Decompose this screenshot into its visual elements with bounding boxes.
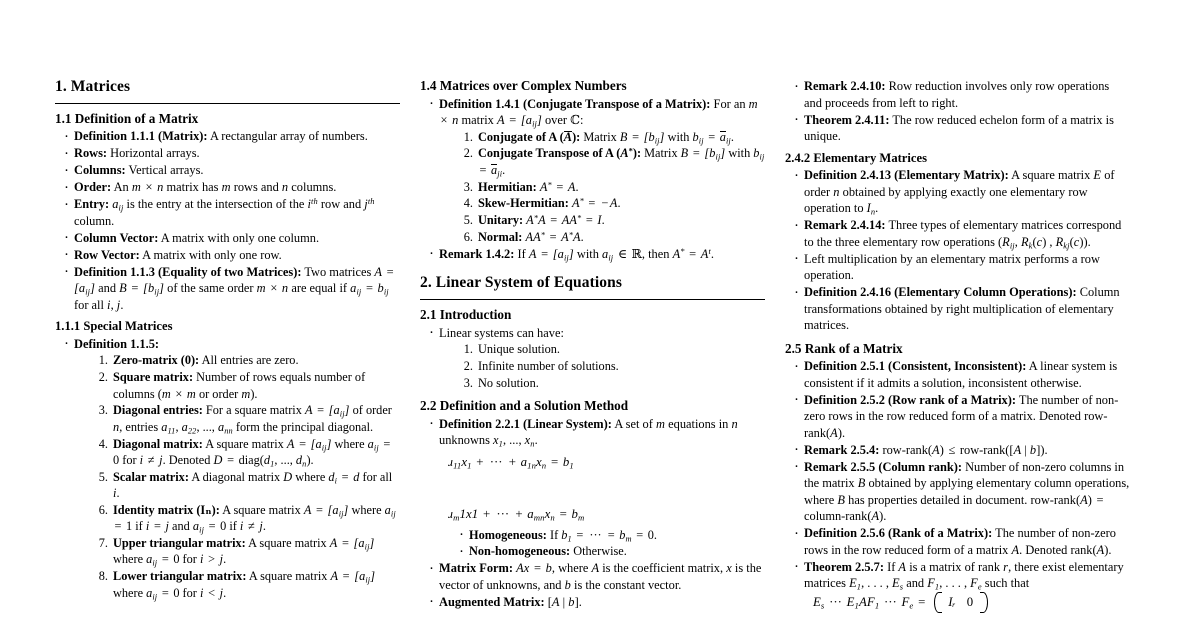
- text-square-matrix: Number of rows equals number of columns (m × m or order m).: [113, 370, 366, 401]
- term-remark-1-4-2: Remark 1.4.2:: [439, 246, 515, 261]
- section-heading-linear-system-label: 2. Linear System of Equations: [420, 274, 622, 292]
- text-theorem-2-5-7: If A is a matrix of rank r, there exist elementary matrices $E_1$, . . . , $E_s$ and $F_1$, . . . , $F_e$ such that: [804, 559, 1124, 592]
- equation-last: ɹ$_m$1x1 + ··· + $a_{mn}x_n = b_m$: [448, 506, 585, 522]
- term-hermitian: Hermitian:: [478, 179, 537, 194]
- text-definition-1-4-1: For an m × n matrix $A = [a_{ij}]$ over ℂ:: [440, 96, 758, 129]
- term-remark-2-5-4: Remark 2.5.4:: [804, 442, 880, 457]
- subsection-1-1-1-heading: 1.1.1 Special Matrices: [55, 319, 173, 334]
- subsection-1-4-heading: 1.4 Matrices over Complex Numbers: [420, 78, 627, 93]
- text-zero-matrix: All entries are zero.: [201, 353, 299, 368]
- list-item: [794, 559, 1130, 612]
- equation-first: $ɹ_{11}x_1$ + ··· + $a_{1n}x_n = b_1$: [448, 454, 574, 470]
- list-item: [794, 167, 1130, 217]
- list-item: [64, 145, 400, 162]
- term-square-matrix: Square matrix:: [113, 370, 194, 385]
- rank-list: [785, 358, 1130, 611]
- term-rows: Rows:: [74, 146, 108, 161]
- term-theorem-2-4-11: Theorem 2.4.11:: [804, 112, 890, 127]
- list-item: [429, 416, 765, 560]
- text-definition-2-4-16: Column transformations obtained by right multiplication of elementary matrices.: [804, 285, 1120, 333]
- text-hermitian: A* = A.: [539, 179, 579, 194]
- intro-lead-text: Linear systems can have:: [439, 325, 564, 340]
- text-non-homogeneous: Otherwise.: [573, 544, 627, 559]
- definition-1-1-5-wrapper: [55, 336, 400, 601]
- conjugate-transpose-list: [439, 129, 765, 246]
- list-item: [459, 543, 765, 559]
- column-3: [785, 78, 1130, 626]
- text-order: An m × n matrix has m rows and n columns.: [113, 180, 337, 195]
- elementary-matrices-list: [785, 167, 1130, 334]
- list-item: [429, 560, 765, 593]
- term-definition-1-4-1: Definition 1.4.1 (Conjugate Transpose of a Matrix):: [439, 96, 711, 111]
- list-item: Unique solution.: [478, 342, 560, 356]
- list-item: [93, 535, 400, 568]
- list-item: [458, 179, 765, 195]
- list-item: [93, 369, 400, 402]
- subsection-2-5-heading: 2.5 Rank of a Matrix: [785, 340, 903, 356]
- text-definition-2-4-13: A square matrix E of order n obtained by applying exactly one elementary row operation to $I_n$.: [804, 168, 1115, 217]
- three-column-layout: [55, 78, 1145, 626]
- list-item: [64, 230, 400, 247]
- text-definition-2-5-6: The number of non-zero rows in the row reduced form of a matrix A. Denoted rank(A).: [804, 526, 1116, 557]
- term-lower-triangular: Lower triangular matrix:: [113, 569, 247, 584]
- term-zero-matrix: Zero-matrix (0):: [113, 353, 200, 368]
- text-remark-2-4-14: Three types of elementary matrices correspond to the three elementary row operations ($R_{ij}$, $R_k(c)$ , $R_{kj}(c)$).: [804, 218, 1122, 251]
- row-reduction-list: [785, 78, 1130, 145]
- term-entry: Entry:: [74, 197, 110, 212]
- text-remark-2-5-5: Number of non-zero columns in the matrix B obtained by applying elementary column operations, where B has properties detailed in document. row-rank(A) = column-rank(A).: [804, 459, 1130, 524]
- term-definition-1-1-1: Definition 1.1.1 (Matrix):: [74, 129, 208, 144]
- term-conjugate-of-a: Conjugate of A (A):: [478, 129, 581, 144]
- list-item: [459, 527, 765, 543]
- term-homogeneous: Homogeneous:: [469, 527, 547, 542]
- term-skew-hermitian: Skew-Hermitian:: [478, 196, 569, 211]
- term-order: Order:: [74, 180, 112, 195]
- list-item: [458, 195, 765, 211]
- list-item: No solution.: [478, 375, 539, 390]
- term-conjugate-transpose-of-a: Conjugate Transpose of A (A*):: [478, 146, 642, 161]
- list-item: [429, 594, 765, 611]
- list-item: Infinite number of solutions.: [478, 358, 619, 373]
- text-scalar-matrix: A diagonal matrix D where $d_i = d$ for all i.: [113, 469, 393, 501]
- matrix-cell: 0: [966, 595, 974, 610]
- text-upper-triangular: A square matrix $A = [a_{ij}]$ where $a_{ij} = 0$ for i > j.: [113, 536, 375, 568]
- list-item: [458, 145, 765, 178]
- list-item: [794, 217, 1130, 250]
- term-columns: Columns:: [74, 163, 126, 178]
- term-definition-2-4-16: Definition 2.4.16 (Elementary Column Operations):: [804, 285, 1077, 300]
- term-definition-2-5-6: Definition 2.5.6 (Rank of a Matrix):: [804, 526, 993, 541]
- text-definition-1-1-3: Two matrices $A = [a_{ij}]$ and $B = [b_{ij}]$ of the same order m × n are equal if $a_{ij} = b_{ij}$ for all i, j.: [74, 264, 394, 312]
- term-remark-2-4-10: Remark 2.4.10:: [804, 79, 886, 93]
- list-item: [93, 352, 400, 368]
- list-item: [93, 568, 400, 601]
- list-item: [64, 179, 400, 196]
- list-item: [429, 96, 765, 246]
- text-augmented-matrix: [A | b].: [547, 594, 582, 609]
- term-theorem-2-5-7: Theorem 2.5.7:: [804, 559, 884, 574]
- theorem-2-5-7-equation: $E_s$ ··· $E_1AF_1$ ··· $F_e$ = Iᵣ 0: [813, 594, 1130, 612]
- term-definition-2-5-2: Definition 2.5.2 (Row rank of a Matrix):: [804, 392, 1016, 407]
- text-remark-1-4-2: If $A = [a_{ij}]$ with $a_{ij}$ ∈ ℝ, then $A^* = A^t$.: [517, 245, 714, 263]
- term-row-vector: Row Vector:: [74, 247, 140, 262]
- list-item: [64, 264, 400, 314]
- list-item: [794, 112, 1130, 145]
- term-diagonal-entries: Diagonal entries:: [113, 403, 203, 418]
- list-item: [794, 358, 1130, 391]
- term-normal: Normal:: [478, 230, 523, 245]
- list-item: [794, 284, 1130, 334]
- list-item: [64, 196, 400, 229]
- equation-vertical-dots-gap: [439, 471, 765, 501]
- term-augmented-matrix: Augmented Matrix:: [439, 594, 545, 609]
- text-rows: Horizontal arrays.: [110, 146, 200, 161]
- term-remark-2-5-5: Remark 2.5.5 (Column rank):: [804, 459, 962, 474]
- text-homogeneous: If $b_1$ = ··· = $b_m = 0$.: [549, 527, 657, 543]
- term-remark-2-4-14: Remark 2.4.14:: [804, 218, 886, 233]
- term-definition-2-5-1: Definition 2.5.1 (Consistent, Inconsistent):: [804, 359, 1027, 374]
- text-normal: AA* = A*A.: [525, 230, 584, 245]
- text-conjugate-of-a: Matrix $B = [b_{ij}]$ with $b_{ij} = a_{ij}$.: [583, 129, 734, 145]
- subsection-2-2-heading: 2.2 Definition and a Solution Method: [420, 398, 629, 414]
- matrix-cell: Iᵣ: [948, 595, 956, 610]
- term-definition-2-2-1: Definition 2.2.1 (Linear System):: [439, 416, 612, 431]
- text-identity-matrix: A square matrix $A = [a_{ij}]$ where $a_{ij} = 1$ if i = j and $a_{ij} = 0$ if i ≠ j.: [114, 502, 396, 535]
- list-item: [458, 229, 765, 245]
- term-non-homogeneous: Non-homogeneous:: [469, 544, 571, 559]
- section-heading-matrices: [55, 78, 400, 104]
- list-item: [93, 436, 400, 469]
- list-item: [93, 469, 400, 502]
- text-skew-hermitian: A* = − A.: [571, 196, 621, 211]
- subsection-2-1-heading: 2.1 Introduction: [420, 307, 512, 322]
- text-matrix-form: Ax = b, where A is the coefficient matrix, x is the vector of unknowns, and b is the constant vector.: [439, 561, 762, 592]
- text-unitary: A*A = AA* = I.: [526, 213, 605, 228]
- list-item: [794, 392, 1130, 442]
- text-left-multiplication: Left multiplication by an elementary matrix performs a row operation.: [804, 251, 1100, 283]
- section-heading-linear-system: [420, 274, 765, 300]
- intro-list: [420, 325, 765, 392]
- list-item: [93, 402, 400, 435]
- term-identity-matrix: Identity matrix (Iₙ):: [113, 502, 220, 517]
- list-item: [93, 502, 400, 535]
- term-matrix-form: Matrix Form:: [439, 561, 513, 576]
- subsection-2-4-2-heading: 2.4.2 Elementary Matrices: [785, 150, 927, 165]
- text-columns: Vertical arrays.: [128, 163, 204, 178]
- text-definition-2-2-1: A set of m equations in n unknowns $x_1$, ..., $x_n$.: [439, 416, 738, 449]
- block-matrix: [934, 594, 988, 611]
- text-row-vector: A matrix with only one row.: [142, 247, 282, 262]
- list-item: [794, 78, 1130, 111]
- list-item: [64, 128, 400, 145]
- term-scalar-matrix: Scalar matrix:: [113, 469, 189, 484]
- text-lower-triangular: A square matrix $A = [a_{ij}]$ where $a_{ij} = 0$ for i < j.: [113, 569, 376, 601]
- text-theorem-2-4-11: The row reduced echelon form of a matrix is unique.: [804, 112, 1114, 143]
- text-conjugate-transpose-of-a: Matrix $B = [b_{ij}]$ with $b_{ij} = a_{ji}$.: [479, 146, 765, 179]
- section-rule: [420, 299, 765, 300]
- section-heading-matrices-label: 1. Matrices: [55, 78, 131, 95]
- solution-types-list: [439, 341, 765, 391]
- list-item: [64, 336, 400, 601]
- column-1: [55, 78, 400, 626]
- list-item: [458, 129, 765, 145]
- list-item: [794, 251, 1130, 284]
- complex-numbers-list: [420, 96, 765, 263]
- column-2: [420, 78, 765, 626]
- section-rule: [55, 103, 400, 104]
- definition-list-1-1: [55, 128, 400, 313]
- list-item: [429, 325, 765, 392]
- term-definition-1-1-5: Definition 1.1.5:: [74, 336, 160, 351]
- term-diagonal-matrix: Diagonal matrix:: [113, 436, 203, 451]
- text-definition-1-1-1: A rectangular array of numbers.: [209, 129, 368, 144]
- special-matrices-list: [74, 352, 400, 601]
- term-upper-triangular: Upper triangular matrix:: [113, 536, 246, 551]
- text-definition-2-5-2: The number of non-zero rows in the row reduced form of a matrix. Denoted row-rank(A).: [804, 392, 1119, 440]
- term-column-vector: Column Vector:: [74, 230, 159, 245]
- subsection-1-1-heading: 1.1 Definition of a Matrix: [55, 110, 199, 126]
- list-item: [64, 162, 400, 179]
- text-diagonal-entries: For a square matrix $A = [a_{ij}]$ of order n, entries $a_{11}$, $a_{22}$, ..., $a_{nn}$ form the principal diagonal.: [113, 403, 392, 436]
- text-entry: $a_{ij}$ is the entry at the intersection of the $i^{th}$ row and $j^{th}$ column.: [74, 196, 375, 228]
- linear-system-list: [420, 416, 765, 611]
- text-remark-2-4-10: Row reduction involves only row operations and proceeds from left to right.: [804, 79, 1110, 110]
- text-diagonal-matrix: A square matrix $A = [a_{ij}]$ where $a_{ij} = 0$ for i ≠ j. Denoted $D = diag(d_1$, ..., $d_n$).: [113, 436, 391, 469]
- list-item: [458, 212, 765, 228]
- list-item: [794, 442, 1130, 459]
- list-item: [64, 247, 400, 264]
- list-item: [429, 246, 765, 263]
- text-remark-2-5-4: row-rank(A) ≤ row-rank([A | b]).: [882, 442, 1048, 457]
- homogeneity-list: [439, 527, 765, 560]
- term-definition-1-1-3: Definition 1.1.3 (Equality of two Matrices):: [74, 264, 302, 279]
- term-unitary: Unitary:: [478, 213, 524, 228]
- text-column-vector: A matrix with only one column.: [160, 230, 320, 245]
- list-item: [794, 459, 1130, 525]
- list-item: [794, 525, 1130, 558]
- term-definition-2-4-13: Definition 2.4.13 (Elementary Matrix):: [804, 168, 1009, 183]
- text-definition-2-5-1: A linear system is consistent if it admits a solution, inconsistent otherwise.: [804, 359, 1118, 390]
